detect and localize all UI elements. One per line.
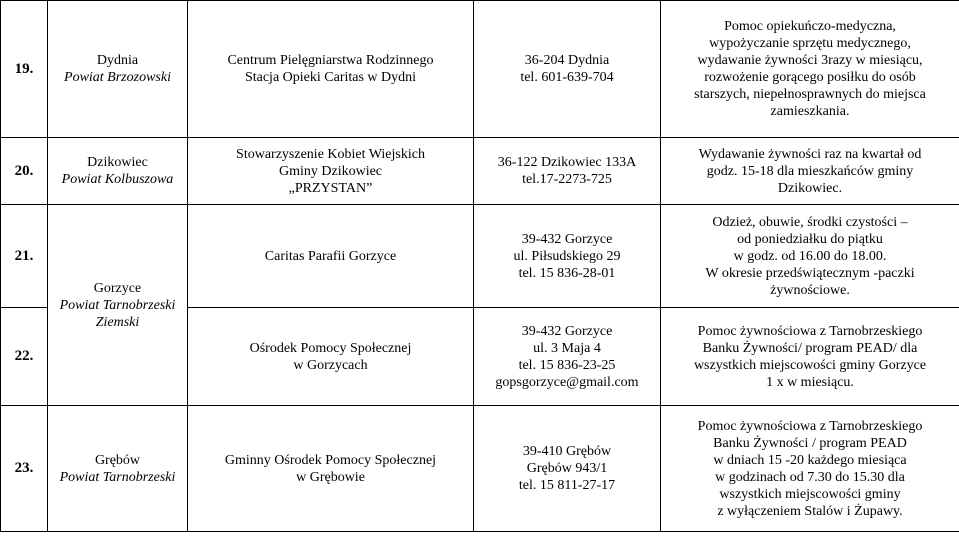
town-name: Dydnia (96, 53, 139, 68)
description-line: wypożyczanie sprzętu medycznego, (709, 36, 911, 51)
description-cell (661, 138, 959, 205)
table-row-20 (1, 138, 959, 205)
organization-cell (188, 1, 474, 138)
town-name: Dzikowiec (87, 155, 148, 170)
description-line: Banku Żywności / program PEAD (713, 435, 907, 451)
address-line: tel. 15 836-28-01 (518, 265, 616, 281)
description-line: w dniach 15 -20 każdego miesiąca (713, 452, 907, 468)
description-line: wszystkich miejscowości gminy (719, 486, 901, 502)
county-name: Ziemski (95, 314, 140, 330)
address-line: Grębów 943/1 (526, 461, 608, 476)
description-line: Pomoc żywnościowa z Tarnobrzeskiego (697, 323, 923, 339)
location-cell (48, 138, 188, 205)
description-line: rozwożenie gorącego posiłku do osób (704, 70, 916, 85)
address-cell (474, 138, 661, 205)
table-row-21 (1, 205, 959, 308)
description-line: 1 x w miesiącu. (766, 374, 854, 390)
description-line: Wydawanie żywności raz na kwartał od (698, 146, 922, 162)
town-name: Gorzyce (93, 280, 142, 296)
row-number: 20. (1, 138, 48, 205)
description-cell (661, 406, 959, 532)
description-line: zamieszkania. (770, 104, 850, 119)
table-row-19 (1, 1, 959, 138)
organization-line: Caritas Parafii Gorzyce (264, 248, 397, 264)
location-cell (48, 1, 188, 138)
address-line: tel. 15 836-23-25 (518, 357, 616, 373)
description-line: godz. 15-18 dla mieszkańców gminy (706, 163, 914, 179)
description-line: w godz. od 16.00 do 18.00. (733, 248, 887, 264)
organization-line: w Gorzycach (293, 357, 368, 373)
county-name: Powiat Kolbuszowa (61, 172, 174, 187)
address-line: 39-410 Grębów (522, 444, 612, 459)
organization-line: w Grębowie (296, 469, 365, 485)
description-line: od poniedziałku do piątku (737, 231, 883, 247)
organization-cell (188, 138, 474, 205)
address-line: 36-204 Dydnia (524, 53, 610, 68)
address-line: 36-122 Dzikowiec 133A (497, 155, 637, 170)
row-number: 19. (1, 1, 48, 138)
description-line: wydawanie żywności 3razy w miesiącu, (697, 53, 923, 68)
description-line: Pomoc żywnościowa z Tarnobrzeskiego (697, 418, 923, 434)
description-cell (661, 308, 959, 406)
organization-cell (188, 205, 474, 308)
address-line: ul. 3 Maja 4 (533, 340, 601, 356)
description-line: wszystkich miejscowości gminy Gorzyce (693, 357, 927, 373)
location-cell (48, 406, 188, 532)
organization-line: Ośrodek Pomocy Społecznej (249, 340, 412, 356)
description-line: w godzinach od 7.30 do 15.30 dla (715, 469, 905, 485)
address-line: tel. 601-639-704 (520, 70, 614, 85)
address-cell (474, 308, 661, 406)
address-cell (474, 406, 661, 532)
organization-line: Stowarzyszenie Kobiet Wiejskich (236, 146, 425, 162)
row-number: 23. (1, 406, 48, 532)
organization-cell (188, 406, 474, 532)
location-cell (48, 205, 188, 406)
address-cell (474, 205, 661, 308)
organization-cell (188, 308, 474, 406)
organization-line: Centrum Pielęgniarstwa Rodzinnego (227, 53, 434, 68)
table-row-23 (1, 406, 959, 532)
description-cell (661, 205, 959, 308)
row-number: 22. (1, 308, 48, 406)
address-cell (474, 1, 661, 138)
description-line: żywnościowe. (770, 282, 850, 298)
organization-line: „PRZYSTAN” (288, 180, 373, 196)
address-line: 39-432 Gorzyce (521, 231, 613, 247)
address-line: tel. 15 811-27-17 (518, 478, 616, 493)
county-name: Powiat Brzozowski (64, 70, 171, 85)
address-line: gopsgorzyce@gmail.com (495, 374, 639, 390)
description-line: z wyłączeniem Stalów i Żupawy. (717, 503, 903, 519)
description-line: W okresie przedświątecznym -paczki (705, 265, 915, 281)
address-line: ul. Piłsudskiego 29 (513, 248, 621, 264)
county-name: Powiat Tarnobrzeski (59, 297, 176, 313)
organization-line: Gminny Ośrodek Pomocy Społecznej (224, 452, 437, 468)
description-line: Dzikowiec. (777, 180, 843, 196)
county-name: Powiat Tarnobrzeski (59, 469, 176, 485)
organization-line: Stacja Opieki Caritas w Dydni (244, 70, 417, 85)
description-line: Odzież, obuwie, środki czystości – (712, 214, 908, 230)
town-name: Grębów (94, 452, 141, 468)
address-line: tel.17-2273-725 (522, 172, 612, 187)
organization-line: Gminy Dzikowiec (278, 163, 383, 179)
row-number: 21. (1, 205, 48, 308)
description-line: Pomoc opiekuńczo-medyczna, (724, 19, 896, 34)
description-line: Banku Żywności/ program PEAD/ dla (702, 340, 918, 356)
address-line: 39-432 Gorzyce (521, 323, 613, 339)
description-cell (661, 1, 959, 138)
description-line: starszych, niepełnosprawnych do miejsca (694, 87, 926, 102)
